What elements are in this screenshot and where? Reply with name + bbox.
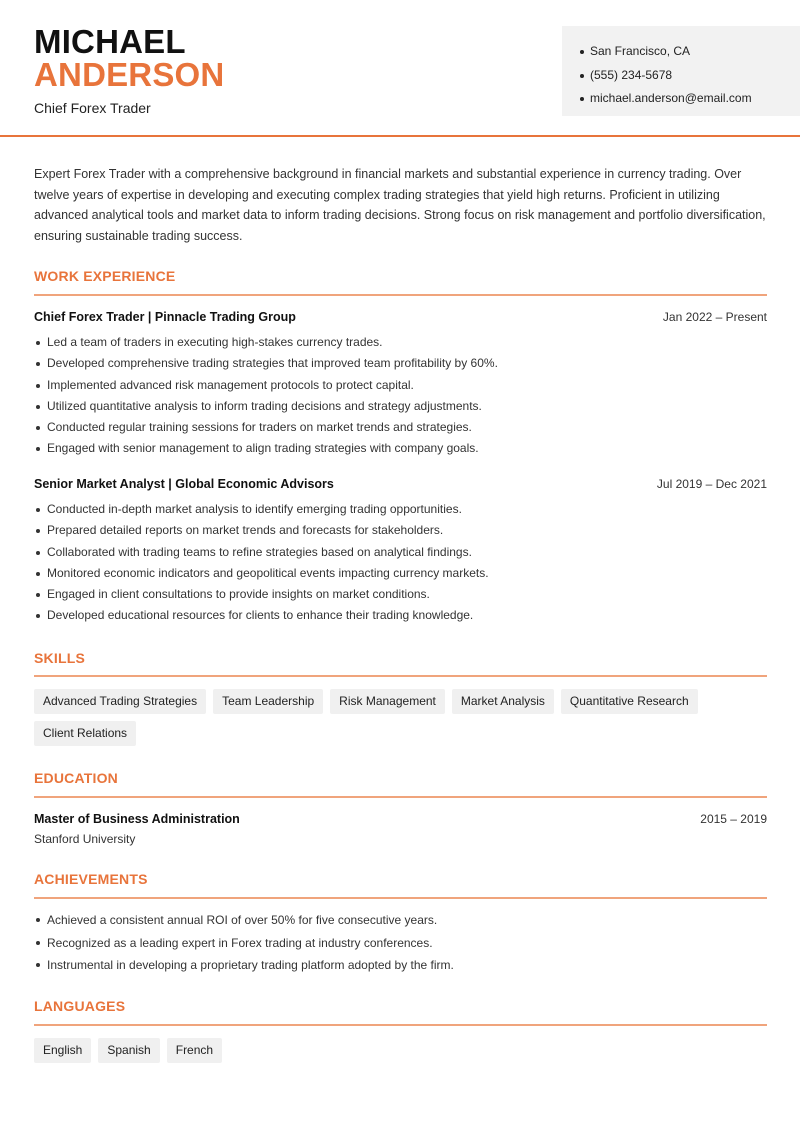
job-role: Chief Forex Trader | Pinnacle Trading Group xyxy=(34,310,296,324)
section-divider xyxy=(34,294,767,296)
list-item: Engaged in client consultations to provide insights on market conditions. xyxy=(34,584,767,605)
professional-summary: Expert Forex Trader with a comprehensive background in financial markets and substantial experience in currency trading. Over twelve years of expertise in developing and executing complex trading strategies that yield high returns. Proficient in utilizing advanced analytical tools and market data to inform trading decisions. Strong focus on risk management and portfolio diversification, ensuring sustainable trading success. xyxy=(34,167,766,243)
job-role: Senior Market Analyst | Global Economic Advisors xyxy=(34,477,334,491)
section-title-skills: SKILLS xyxy=(34,650,85,666)
list-item: Collaborated with trading teams to refine strategies based on analytical findings. xyxy=(34,542,767,563)
last-name: ANDERSON xyxy=(34,56,225,93)
skill-tag: Client Relations xyxy=(34,721,136,746)
skill-tag: Market Analysis xyxy=(452,689,554,714)
list-item: Prepared detailed reports on market trends and forecasts for stakeholders. xyxy=(34,520,767,541)
job-dates: Jul 2019 – Dec 2021 xyxy=(656,477,767,491)
language-tag: French xyxy=(167,1038,222,1063)
contact-location: San Francisco, CA xyxy=(580,40,800,64)
languages-list xyxy=(34,1038,767,1063)
list-item: Recognized as a leading expert in Forex trading at industry conferences. xyxy=(34,932,767,955)
contact-phone: (555) 234-5678 xyxy=(580,64,800,88)
skill-tag: Team Leadership xyxy=(213,689,323,714)
first-name: MICHAEL xyxy=(34,23,186,60)
skills-list xyxy=(34,689,767,746)
list-item: Conducted regular training sessions for traders on market trends and strategies. xyxy=(34,417,767,438)
section-title-education: EDUCATION xyxy=(34,770,118,786)
language-tag: English xyxy=(34,1038,91,1063)
list-item: Conducted in-depth market analysis to identify emerging trading opportunities. xyxy=(34,499,767,520)
job-bullets xyxy=(34,332,767,460)
list-item: Engaged with senior management to align trading strategies with company goals. xyxy=(34,438,767,459)
list-item: Implemented advanced risk management protocols to protect capital. xyxy=(34,375,767,396)
education-dates: 2015 – 2019 xyxy=(700,812,767,826)
skill-tag: Advanced Trading Strategies xyxy=(34,689,206,714)
contact-box xyxy=(562,26,800,116)
skill-tag: Quantitative Research xyxy=(561,689,698,714)
list-item: Developed comprehensive trading strategies that improved team profitability by 60%. xyxy=(34,353,767,374)
list-item: Developed educational resources for clients to enhance their trading knowledge. xyxy=(34,605,767,626)
job-header xyxy=(34,310,767,324)
job-header xyxy=(34,477,767,491)
job-dates: Jan 2022 – Present xyxy=(662,310,767,324)
section-title-work: WORK EXPERIENCE xyxy=(34,268,176,284)
job-bullets xyxy=(34,499,767,627)
section-divider xyxy=(34,1024,767,1026)
list-item: Instrumental in developing a proprietary trading platform adopted by the firm. xyxy=(34,954,767,977)
section-title-languages: LANGUAGES xyxy=(34,998,126,1014)
list-item: Monitored economic indicators and geopolitical events impacting currency markets. xyxy=(34,563,767,584)
education-degree: Master of Business Administration xyxy=(34,812,240,826)
list-item: Utilized quantitative analysis to inform trading decisions and strategy adjustments. xyxy=(34,396,767,417)
section-divider xyxy=(34,796,767,798)
section-divider xyxy=(34,897,767,899)
job-title: Chief Forex Trader xyxy=(34,100,151,116)
achievements-list xyxy=(34,909,767,977)
contact-email: michael.anderson@email.com xyxy=(580,87,800,111)
resume-header xyxy=(0,0,800,137)
skill-tag: Risk Management xyxy=(330,689,445,714)
language-tag: Spanish xyxy=(98,1038,159,1063)
section-divider xyxy=(34,675,767,677)
education-school: Stanford University xyxy=(34,832,136,846)
list-item: Achieved a consistent annual ROI of over 50% for five consecutive years. xyxy=(34,909,767,932)
list-item: Led a team of traders in executing high-stakes currency trades. xyxy=(34,332,767,353)
section-title-achievements: ACHIEVEMENTS xyxy=(34,871,148,887)
